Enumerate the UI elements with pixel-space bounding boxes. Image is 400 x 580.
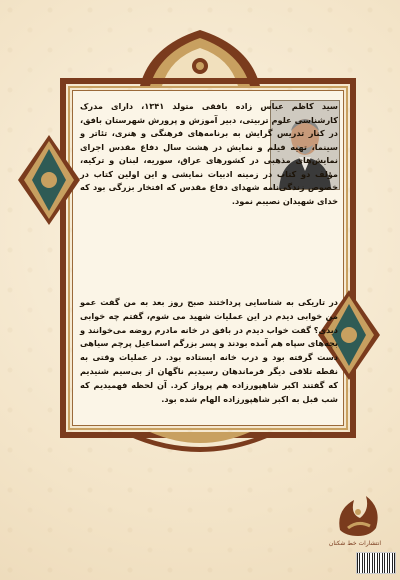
author-bio-text: سید کاظم عباس زاده بافقی متولد ۱۳۴۱، دارای مدرک کارشناسی علوم تربیتی، دبیر آموزش و پرورش شهرستان بافق، در کنار تدریس گرایش به برنامه‌های فرهنگی و هنری، تئاتر و سینما، تهیه فیلم و نمایش در هشت سال دفاع مقدس اجرای نمایش‌های مذهبی در کشورهای عراق، سوریه، لبنان و ترکیه، مؤلف دو کتاب در زمینه ادبیات نمایشی و این اولین کتاب در خصوص زندگی‌نامه شهدای دفاع مقدس که افتخار بزرگی بود که خدای شهیدان نصیبم نمود. [80,101,338,206]
story-excerpt-text: در تاریکی به شناسایی پرداختند صبح روز بعد به من گفت عمو من خوابی دیدم در این عملیات شهید می شوم، گفتم چه خوابی دیدی؟ گفت خواب دیدم در بافق در خانه مادرم روضه می‌خوانند و بچه‌های سپاه هم آمده بودند و پسر بزرگم اسماعیل پرچم سیاهی دست گرفته بود و درب خانه ایستاده بود. در عملیات وقتی به نقطه تلاقی دیگر فرماندهان رسیدیم ناگهان از بی‌سیم شنیدیم که گفتند اکبر شاهپورزاده هم پرواز کرد. آن لحظه فهمیدیم که شب قبل به اکبر شاهپورزاده الهام شده بود. [80,297,338,404]
left-medallion-ornament [18,135,80,225]
story-excerpt [80,296,338,426]
author-bio [80,100,338,290]
top-arch-ornament [140,26,260,86]
publisher-name: انتشارات خط شکنان [328,540,382,547]
isbn-barcode [356,552,396,574]
bottom-arch-ornament [120,432,280,464]
publisher-logo [330,490,386,540]
